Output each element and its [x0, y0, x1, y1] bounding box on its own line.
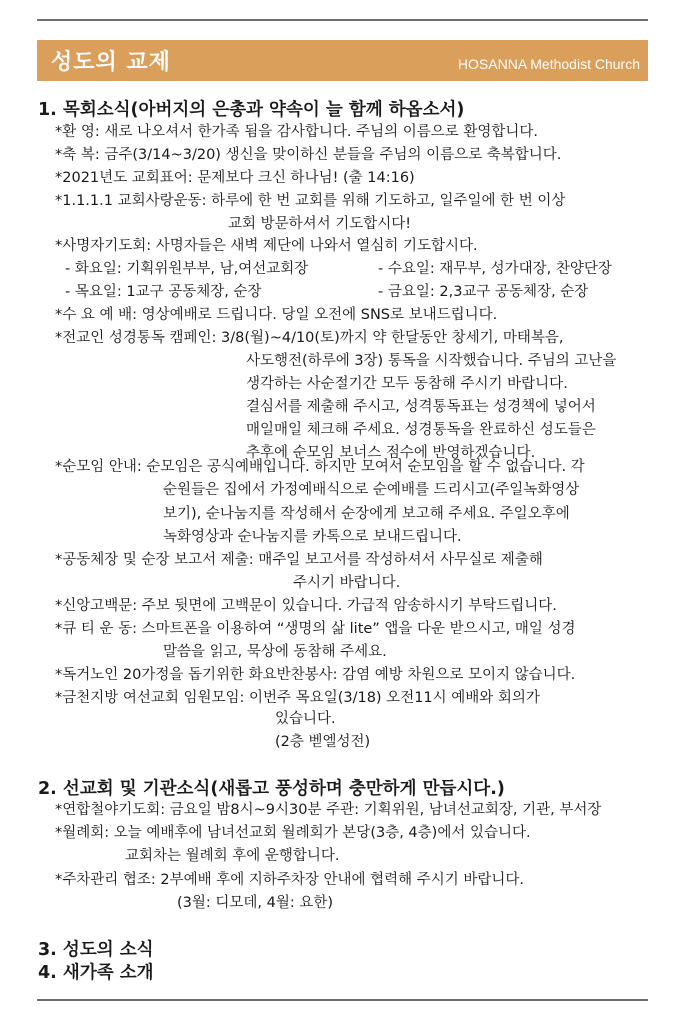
bible-campaign-cont: 사도행전(하루에 3장) 통독을 시작했습니다. 주님의 고난을 [246, 353, 617, 369]
bottom-divider [37, 999, 648, 1001]
prayer-wednesday: - 수요일: 재무부, 성가대장, 찬양단장 [378, 261, 612, 277]
small-group-cont: 녹화영상과 순나눔지를 카톡으로 보내드립니다. [163, 529, 462, 545]
item-creed: *신앙고백문: 주보 뒷면에 고백문이 있습니다. 가급적 암송하시기 부탁드립니다. [55, 598, 557, 614]
small-group-cont: 보기), 순나눔지를 작성해서 순장에게 보고해 주세요. 주일오후에 [163, 506, 570, 522]
item-parking: *주차관리 협조: 2부예배 후에 지하주차장 안내에 협력해 주시기 바랍니다. [55, 872, 525, 888]
item-volunteer: *독거노인 20가정을 돕기위한 화요반찬봉사: 감염 예방 차원으로 모이지 않습니다. [55, 667, 576, 683]
monthly-meeting-cont: 교회차는 월례회 후에 운행합니다. [125, 848, 340, 864]
qt-cont: 말씀을 읽고, 묵상에 동참해 주세요. [163, 644, 387, 660]
bible-campaign-cont: 생각하는 사순절기간 모두 동참해 주시기 바랍니다. [246, 376, 568, 392]
parking-cont: (3월: 디모데, 4월: 요한) [177, 895, 334, 911]
prayer-thursday: - 목요일: 1교구 공동체장, 순장 [65, 284, 262, 300]
item-district-meeting: *금천지방 여선교회 임원모임: 이번주 목요일(3/18) 오전11시 예배와 회의가 [55, 690, 540, 706]
item-motto: *2021년도 교회표어: 문제보다 크신 하나님! (출 14:16) [55, 170, 415, 186]
item-blessing: *축 복: 금주(3/14~3/20) 생신을 맞이하신 분들을 주님의 이름으로 축복합니다. [55, 147, 562, 163]
bible-campaign-cont: 결심서를 제출해 주시고, 성격통독표는 성경책에 넣어서 [246, 399, 596, 415]
item-small-group: *순모임 안내: 순모임은 공식예배입니다. 하지만 모여서 순모임을 할 수 없습니다. 각 [55, 459, 585, 475]
bible-campaign-cont: 추후에 순모임 보너스 점수에 반영하겠습니다. [246, 445, 536, 461]
section-banner [37, 40, 648, 81]
section-4-title: 4. 새가족 소개 [38, 963, 154, 983]
item-overnight-prayer: *연합철야기도회: 금요일 밤8시~9시30분 주관: 기획위원, 남녀선교회장, 기관, 부서장 [55, 802, 602, 818]
prayer-friday: - 금요일: 2,3교구 공동체장, 순장 [378, 284, 589, 300]
prayer-tuesday: - 화요일: 기획위원부부, 남,여선교회장 [65, 261, 309, 277]
small-group-cont: 순원들은 집에서 가정예배식으로 순예배를 드리시고(주일녹화영상 [163, 482, 580, 498]
report-cont: 주시기 바랍니다. [293, 575, 401, 591]
item-prayer-meeting: *사명자기도회: 사명자들은 새벽 제단에 나와서 열심히 기도합시다. [55, 238, 478, 254]
item-report: *공동체장 및 순장 보고서 제출: 매주일 보고서를 작성하셔서 사무실로 제출해 [55, 552, 543, 568]
section-1-title: 1. 목회소식(아버지의 은총과 약속이 늘 함께 하옵소서) [38, 100, 465, 120]
church-name: HOSANNA Methodist Church [457, 56, 640, 72]
item-church-love: *1.1.1.1 교회사랑운동: 하루에 한 번 교회를 위해 기도하고, 일주일에 한 번 이상 [55, 193, 566, 209]
item-church-love-cont: 교회 방문하셔서 기도합시다! [228, 216, 412, 232]
district-meeting-place: (2층 벧엘성전) [275, 734, 371, 750]
bible-campaign-cont: 매일매일 체크해 주세요. 성경통독을 완료하신 성도들은 [246, 422, 596, 438]
section-2-title: 2. 선교회 및 기관소식(새롭고 풍성하며 충만하게 만듭시다.) [38, 779, 505, 799]
item-welcome: *환 영: 새로 나오셔서 한가족 됨을 감사합니다. 주님의 이름으로 환영합니다. [55, 124, 539, 140]
item-monthly-meeting: *월례회: 오늘 예배후에 남녀선교회 월례회가 본당(3층, 4층)에서 있습니다. [55, 825, 531, 841]
item-bible-campaign: *전교인 성경통독 캠페인: 3/8(월)~4/10(토)까지 약 한달동안 창세기, 마태복음, [55, 330, 564, 346]
district-meeting-cont: 있습니다. [275, 711, 336, 727]
banner-title: 성도의 교제 [51, 50, 171, 75]
section-3-title: 3. 성도의 소식 [38, 940, 154, 960]
top-divider [37, 19, 648, 21]
item-qt: *큐 티 운 동: 스마트폰을 이용하여 “생명의 삶 lite” 앱을 다운 받으시고, 매일 성경 [55, 621, 576, 637]
item-wednesday-service: *수 요 예 배: 영상예배로 드립니다. 당일 오전에 SNS로 보내드립니다. [55, 307, 498, 323]
